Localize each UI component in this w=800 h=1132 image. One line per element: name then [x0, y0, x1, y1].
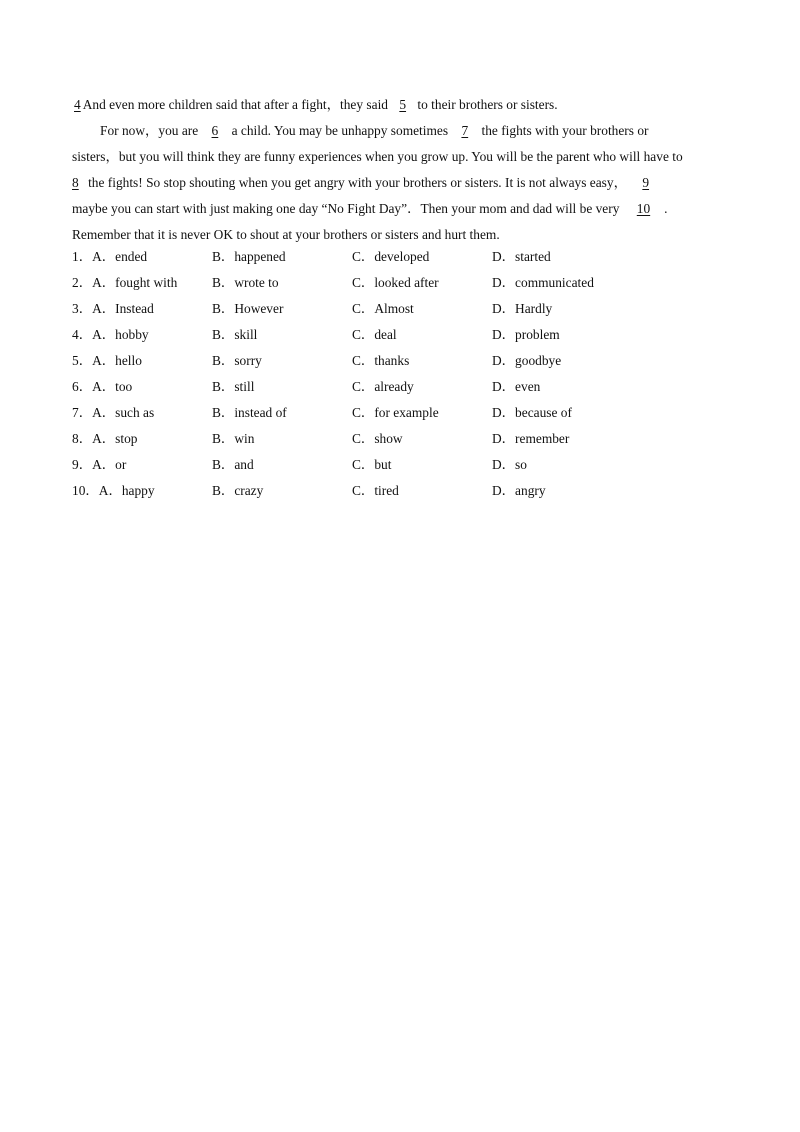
- question-row: [72, 404, 712, 422]
- option-c: C．deal: [352, 327, 397, 342]
- passage-line-2: [100, 122, 648, 140]
- question-row: [72, 300, 712, 318]
- option-d: D．remember: [492, 431, 570, 446]
- passage-text: .: [664, 201, 668, 216]
- option-a: 2．A．fought with: [72, 275, 178, 290]
- option-c: C．Almost: [352, 301, 414, 316]
- passage-text: to their brothers or sisters.: [417, 97, 558, 112]
- blank-9: 9: [642, 175, 650, 190]
- blank-6: 6: [211, 123, 219, 138]
- option-a: 10．A．happy: [72, 483, 155, 498]
- option-d: D．angry: [492, 483, 546, 498]
- option-c: C．already: [352, 379, 414, 394]
- option-a: 6．A．too: [72, 379, 133, 394]
- passage-text: the fights with your brothers or: [481, 123, 649, 138]
- question-row: [72, 430, 712, 448]
- option-b: B．wrote to: [212, 275, 279, 290]
- passage-text: a child. You may be unhappy sometimes: [231, 123, 449, 138]
- blank-4: 4: [74, 97, 81, 112]
- option-a: 3．A．Instead: [72, 301, 154, 316]
- option-d: D．so: [492, 457, 527, 472]
- option-b: B．still: [212, 379, 255, 394]
- passage-text: For now，you are: [100, 123, 199, 138]
- option-a: 8．A．stop: [72, 431, 138, 446]
- question-row: [72, 378, 712, 396]
- option-b: B．instead of: [212, 405, 287, 420]
- option-a: 1．A．ended: [72, 249, 148, 264]
- option-b: B．However: [212, 301, 284, 316]
- option-b: B．crazy: [212, 483, 264, 498]
- blank-10: 10: [636, 201, 651, 216]
- option-b: B．happened: [212, 249, 286, 264]
- option-d: D．communicated: [492, 275, 594, 290]
- question-row: [72, 326, 712, 344]
- option-c: C．developed: [352, 249, 430, 264]
- question-row: [72, 456, 712, 474]
- passage-line-5: [72, 200, 668, 218]
- question-row: [72, 352, 712, 370]
- passage-line-1: [72, 96, 558, 114]
- option-a: 7．A．such as: [72, 405, 155, 420]
- blank-7: 7: [461, 123, 469, 138]
- option-b: B．sorry: [212, 353, 262, 368]
- option-d: D．Hardly: [492, 301, 553, 316]
- question-row: [72, 274, 712, 292]
- option-b: B．skill: [212, 327, 258, 342]
- blank-8: 8: [72, 175, 79, 190]
- option-d: D．even: [492, 379, 541, 394]
- option-d: D．problem: [492, 327, 560, 342]
- option-b: B．win: [212, 431, 255, 446]
- option-d: D．because of: [492, 405, 572, 420]
- passage-text: Remember that it is never OK to shout at your brothers or sisters and hurt them.: [72, 227, 500, 242]
- blank-5: 5: [399, 97, 407, 112]
- option-d: D．started: [492, 249, 551, 264]
- passage-line-6: [72, 226, 500, 244]
- option-d: D．goodbye: [492, 353, 562, 368]
- option-c: C．for example: [352, 405, 439, 420]
- option-a: 5．A．hello: [72, 353, 142, 368]
- option-a: 4．A．hobby: [72, 327, 149, 342]
- passage-line-4: [72, 174, 661, 192]
- passage-text: And even more children said that after a fight，they said: [82, 97, 388, 112]
- passage-line-3: [72, 148, 683, 166]
- question-row: [72, 482, 712, 500]
- option-c: C．looked after: [352, 275, 439, 290]
- question-row: [72, 248, 712, 266]
- passage-text: the fights! So stop shouting when you get angry with your brothers or sisters. It is not always easy，: [88, 175, 627, 190]
- option-c: C．but: [352, 457, 392, 472]
- option-c: C．tired: [352, 483, 399, 498]
- option-a: 9．A．or: [72, 457, 127, 472]
- passage-text: sisters，but you will think they are funny experiences when you grow up. You will be the parent who will have to: [72, 149, 683, 164]
- passage-text: maybe you can start with just making one day “No Fight Day”．Then your mom and dad will be very: [72, 201, 620, 216]
- option-c: C．thanks: [352, 353, 410, 368]
- option-c: C．show: [352, 431, 403, 446]
- option-b: B．and: [212, 457, 254, 472]
